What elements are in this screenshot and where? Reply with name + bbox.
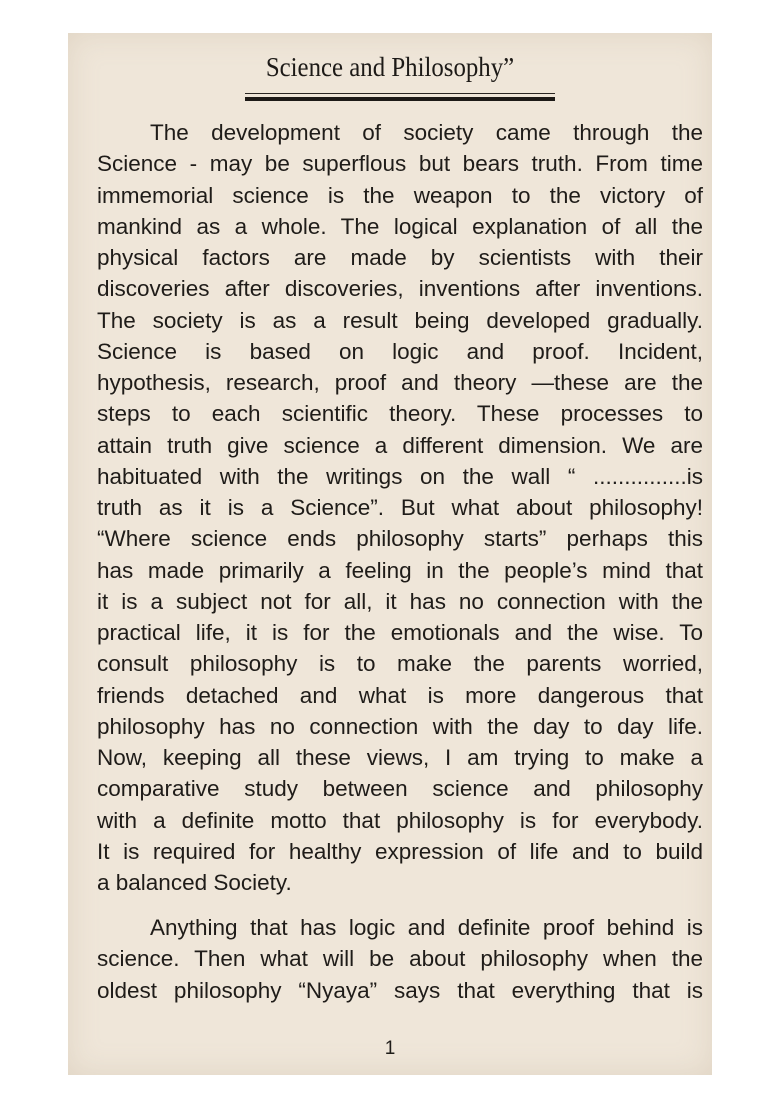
text-line: discoveries after discoveries, inventions after inventions. (97, 276, 703, 302)
text-line: comparative study between science and philosophy (97, 776, 703, 802)
text-line: The development of society came through the (150, 120, 703, 145)
text-line: Science - may be superflous but bears truth. From time (97, 151, 703, 177)
text-line: consult philosophy is to make the parents worried, (97, 651, 703, 677)
text-line: a balanced Society. (97, 870, 292, 895)
text-line: it is a subject not for all, it has no connection with the (97, 588, 703, 614)
page-number: 1 (384, 1038, 396, 1059)
text-line: physical factors are made by scientists with their (97, 245, 703, 270)
text-line: hypothesis, research, proof and theory —these are the (97, 370, 703, 395)
text-line: The society is as a result being developed gradually. (97, 307, 703, 333)
text-line: practical life, it is for the emotionals and the wise. To (97, 620, 703, 645)
text-line: oldest philosophy “Nyaya” says that everything that is (97, 977, 703, 1003)
text-line: immemorial science is the weapon to the victory of (97, 182, 703, 208)
title-underline-thick (245, 97, 555, 101)
text-line: science. Then what will be about philosophy when the (97, 946, 703, 972)
title-underline-thin (245, 93, 555, 94)
text-line: philosophy has no connection with the day to day life. (97, 713, 703, 739)
text-line: “Where science ends philosophy starts” perhaps this (97, 526, 703, 552)
text-line: Anything that has logic and definite proof behind is (150, 915, 703, 940)
page-title: Science and Philosophy” (265, 52, 515, 82)
text-line: attain truth give science a different dimension. We are (97, 432, 703, 458)
text-line: has made primarily a feeling in the people’s mind that (97, 557, 703, 583)
text-line: Now, keeping all these views, I am trying to make a (97, 745, 703, 770)
text-line: friends detached and what is more dangerous that (97, 682, 703, 708)
text-line: steps to each scientific theory. These processes to (97, 401, 703, 427)
text-line: habituated with the writings on the wall “ ...............is (97, 463, 703, 489)
text-line: It is required for healthy expression of life and to build (97, 838, 703, 864)
text-line: with a definite motto that philosophy is for everybody. (97, 807, 703, 833)
text-line: truth as it is a Science”. But what about philosophy! (97, 495, 703, 520)
text-line: Science is based on logic and proof. Incident, (97, 338, 703, 364)
text-line: mankind as a whole. The logical explanation of all the (97, 213, 703, 239)
